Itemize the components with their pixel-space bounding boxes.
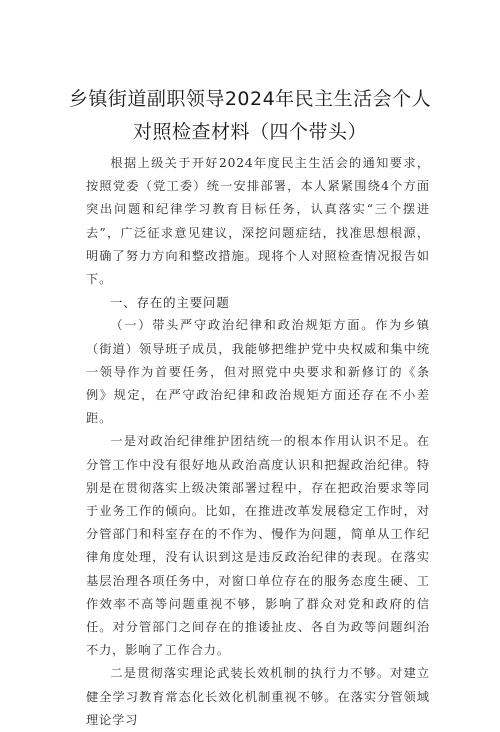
intro-paragraph: 根据上级关于开好2024年度民主生活会的通知要求，按照党委（党工委）统一安排部署，本人紧紧围绕4个方面突出问题和纪律学习教育目标任务，认真落实“三个摆进去”，广泛征求意见建议，深挖问题症结，找准思想根源，明确了努力方向和整改措施。现将个人对照检查情况报告如下。 [86,156,430,287]
document-title-line-2: 对照检查材料（四个带头） [132,121,367,143]
subsection-political-discipline: （一）带头严守政治纪律和政治规矩方面。作为乡镇（街道）领导班子成员，我能够把维护党中央权威和集中统一领导作为首要任务，但对照党中央要求和新修订的《条例》规定，在严守政治纪律和政治规矩方面还存在不小差距。 [86,318,430,426]
point-two-paragraph: 二是贯彻落实理论武装长效机制的执行力不够。对建立健全学习教育常态化长效化机制重视不够。在落实分管领域理论学习 [86,666,430,727]
section-heading-main-problems: 一、存在的主要问题 [110,295,230,311]
point-one-paragraph: 一是对政治纪律维护团结统一的根本作用认识不足。在分管工作中没有很好地从政治高度认识和把握政治纪律。特别是在贯彻落实上级决策部署过程中，存在把政治要求等同于业务工作的倾向。比如，在推进改革发展稳定工作时，对分管部门和科室存在的不作为、慢作为问题，简单从工作纪律角度处理，没有认识到这是违反政治纪律的表现。在落实基层治理各项任务中，对窗口单位存在的服务态度生硬、工作效率不高等问题重视不够，影响了群众对党和政府的信任。对分管部门之间存在的推诿扯皮、各自为政等问题纠治不力，影响了工作合力。 [86,434,430,658]
document-body [86,152,430,732]
document-title-line-1: 乡镇街道副职领导2024年民主生活会个人 [68,88,432,110]
